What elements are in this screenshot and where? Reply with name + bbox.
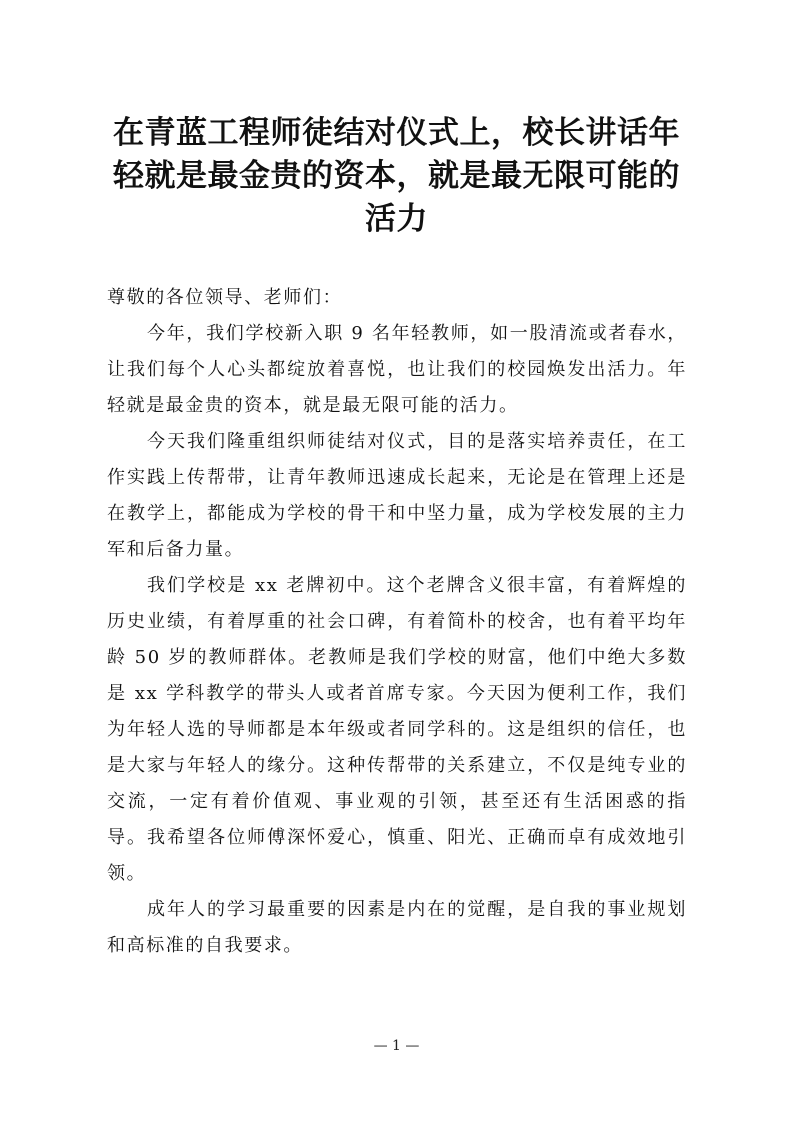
title-line: 轻就是最金贵的资本，就是最无限可能的: [113, 158, 680, 194]
title-line: 活力: [365, 201, 428, 237]
document-title: [90, 112, 703, 241]
page-number: — 1 —: [373, 1038, 420, 1054]
salutation: 尊敬的各位领导、老师们：: [107, 287, 343, 308]
document-body: [107, 280, 687, 964]
body-paragraph: 今年，我们学校新入职 9 名年轻教师，如一股清流或者春水，让我们每个人心头都绽放着喜悦，也让我们的校园焕发出活力。年轻就是最金贵的资本，就是最无限可能的活力。: [107, 323, 687, 416]
body-paragraph: 成年人的学习最重要的因素是内在的觉醒，是自我的事业规划和高标准的自我要求。: [107, 899, 687, 956]
body-paragraph: 今天我们隆重组织师徒结对仪式，目的是落实培养责任，在工作实践上传帮带，让青年教师迅速成长起来，无论是在管理上还是在教学上，都能成为学校的骨干和中坚力量，成为学校发展的主力军和后备力量。: [107, 431, 687, 560]
body-paragraph: 我们学校是 xx 老牌初中。这个老牌含义很丰富，有着辉煌的历史业绩，有着厚重的社会口碑，有着简朴的校舍，也有着平均年龄 50 岁的教师群体。老教师是我们学校的财富，他们中绝大多数是 xx 学科教学的带头人或者首席专家。今天因为便利工作，我们为年轻人选的导师都是本年级或者同学科的。这是组织的信任，也是大家与年轻人的缘分。这种传帮带的关系建立，不仅是纯专业的交流，一定有着价值观、事业观的引领，甚至还有生活困惑的指导。我希望各位师傅深怀爱心，慎重、阳光、正确而卓有成效地引领。: [107, 575, 687, 884]
title-line: 在青蓝工程师徒结对仪式上，校长讲话年: [113, 115, 680, 151]
